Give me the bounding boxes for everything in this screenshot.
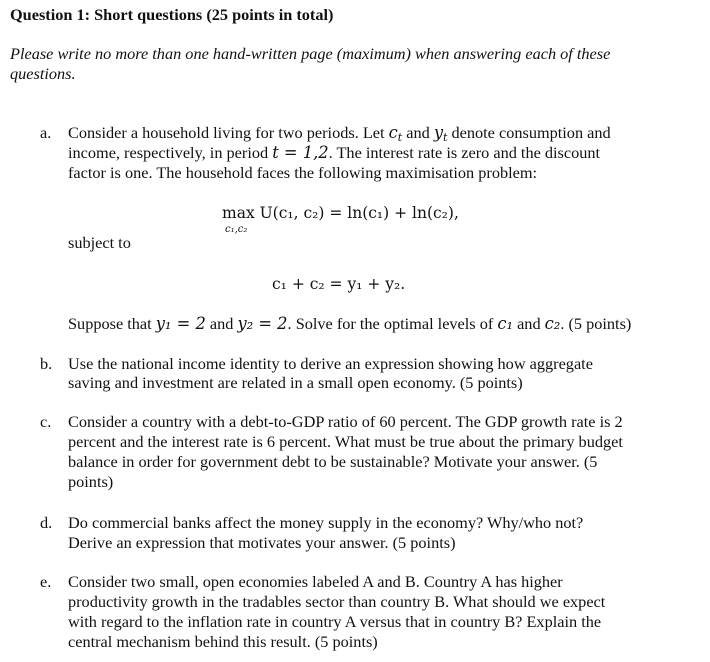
question-c-line-2: percent and the interest rate is 6 percent. What must be true about the primary budget xyxy=(68,432,623,451)
question-a-line-1: Consider a household living for two periods. Let $c_t$ and $y_t$ denote consumption and xyxy=(68,123,611,144)
question-e-line-2: productivity growth in the tradables sector than country B. What should we expect xyxy=(68,592,606,611)
objective-equation: max U(c₁, c₂) = ln(c₁) + ln(c₂), xyxy=(222,204,459,222)
budget-constraint: c₁ + c₂ = y₁ + y₂. xyxy=(272,275,406,293)
section-heading: Question 1: Short questions (25 points in total) xyxy=(10,5,334,24)
subject-to-label: subject to xyxy=(68,233,131,252)
instructions-text: Please write no more than one hand-written page (maximum) when answering each of these questions. xyxy=(10,44,611,83)
question-a-line-3: factor is one. The household faces the following maximisation problem: xyxy=(68,163,538,182)
question-e-line-3: with regard to the inflation rate in country A versus that in country B? Explain the xyxy=(68,612,602,631)
question-e-marker: e. xyxy=(40,572,52,591)
question-c-line-3: balance in order for government debt to be sustainable? Motivate your answer. (5 xyxy=(68,452,598,471)
question-e-line-4: central mechanism behind this result. (5 points) xyxy=(68,632,378,651)
question-c-marker: c. xyxy=(40,412,52,431)
question-c-line-4: points) xyxy=(68,472,114,491)
question-b-line-1: Use the national income identity to derive an expression showing how aggregate xyxy=(68,354,593,373)
question-d-line-1: Do commercial banks affect the money supply in the economy? Why/who not? xyxy=(68,513,584,532)
question-a-line-2: income, respectively, in period t = 1,2. The interest rate is zero and the discount xyxy=(68,143,601,162)
question-d-line-2: Derive an expression that motivates your answer. (5 points) xyxy=(68,533,456,552)
objective-max-subscript: c₁,c₂ xyxy=(225,224,248,235)
question-b-marker: b. xyxy=(40,354,53,373)
question-c-line-1: Consider a country with a debt-to-GDP ratio of 60 percent. The GDP growth rate is 2 xyxy=(68,412,623,431)
question-a-marker: a. xyxy=(40,123,52,142)
question-b-line-2: saving and investment are related in a small open economy. (5 points) xyxy=(68,373,523,392)
question-d-marker: d. xyxy=(40,513,53,532)
question-a-suppose: Suppose that y₁ = 2 and y₂ = 2. Solve for the optimal levels of c₁ and c₂. (5 points) xyxy=(68,314,632,333)
question-e-line-1: Consider two small, open economies labeled A and B. Country A has higher xyxy=(68,572,563,591)
